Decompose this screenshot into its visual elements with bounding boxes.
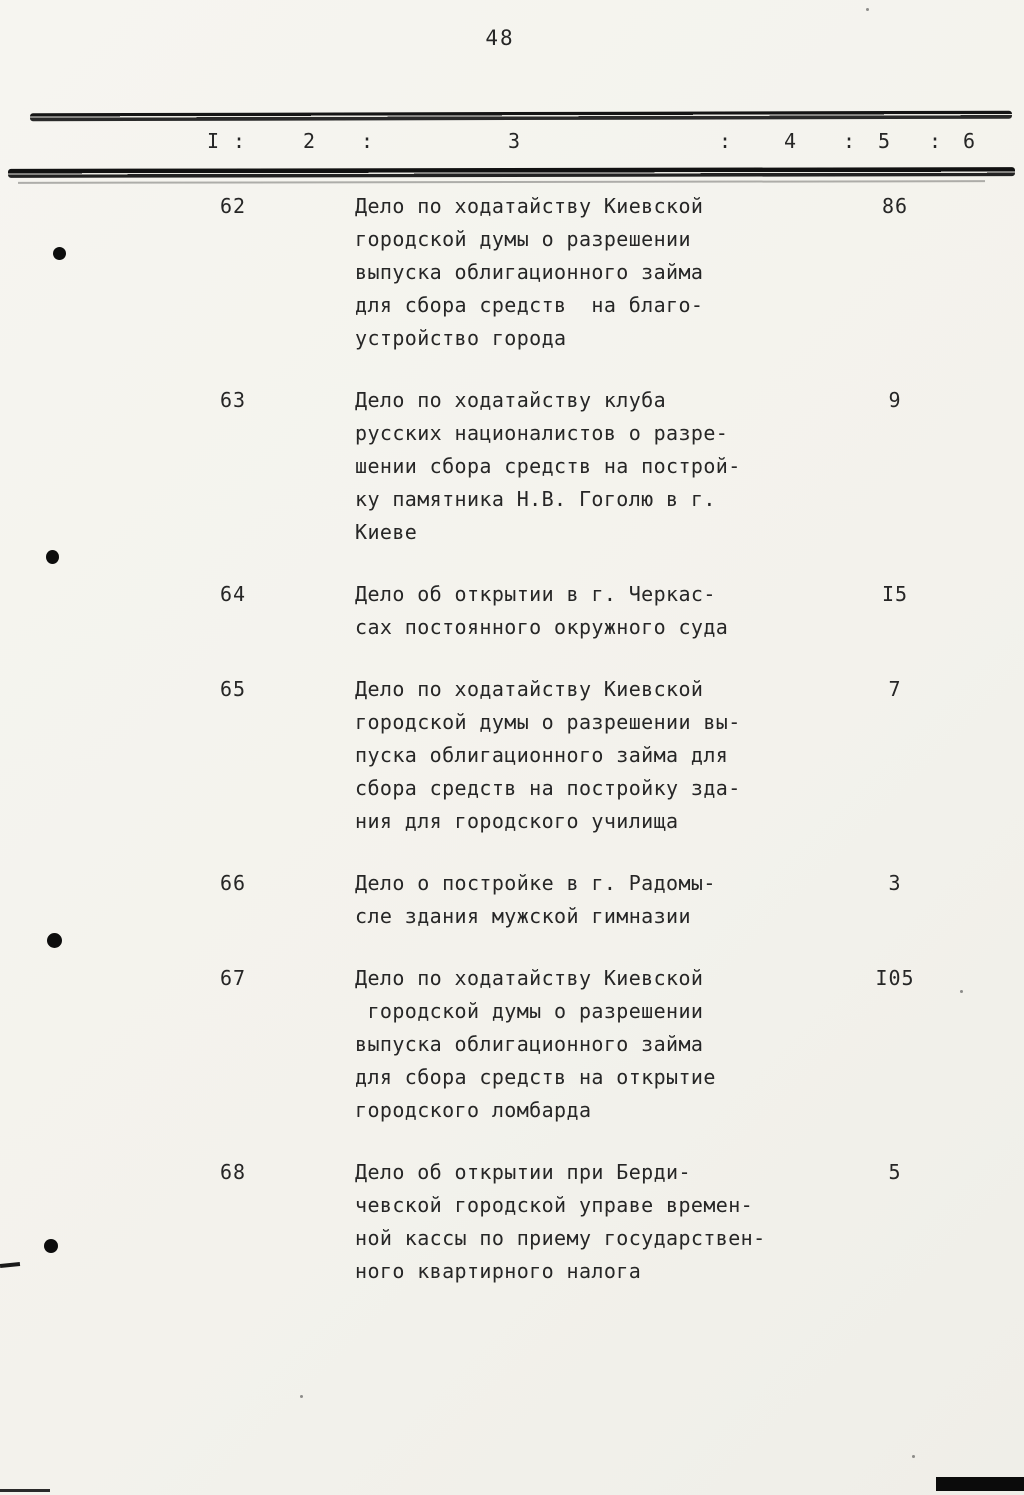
header-separator: : <box>233 129 246 153</box>
ink-dot <box>47 933 62 948</box>
table-header-rule <box>8 167 1015 178</box>
entry-text-line: для сбора средств на открытие <box>355 1065 716 1089</box>
table-entry-row <box>0 673 1024 838</box>
entry-text-line: пуска облигационного займа для <box>355 743 729 767</box>
table-header-row <box>0 127 1024 159</box>
entry-text-line: Дело по ходатайству Киевской <box>355 194 704 218</box>
table-entry-row <box>0 190 1024 355</box>
header-col-6: 6 <box>963 129 976 153</box>
entry-text <box>355 384 860 549</box>
entry-text-line: городской думы о разрешении <box>355 227 691 251</box>
table-entry-row <box>0 1156 1024 1288</box>
entry-text <box>355 867 860 933</box>
header-col-3: 3 <box>508 129 521 153</box>
entry-text-line: Дело по ходатайству Киевской <box>355 677 704 701</box>
entry-text-line: сбора средств на постройку зда- <box>355 776 741 800</box>
entry-text-line: городского ломбарда <box>355 1098 592 1122</box>
entry-page-count: 5 <box>888 1160 902 1184</box>
ink-dot <box>46 550 59 564</box>
ink-dot <box>44 1239 58 1253</box>
table-top-rule <box>30 111 1012 122</box>
entry-number: 62 <box>220 194 247 218</box>
entry-text-line: Дело о постройке в г. Радомы- <box>355 871 716 895</box>
entry-text <box>355 190 860 355</box>
scan-speck <box>960 990 963 993</box>
header-col-5: 5 <box>878 129 891 153</box>
entry-text-line: Дело по ходатайству клуба <box>355 388 667 412</box>
entry-text-line: ния для городского училища <box>355 809 679 833</box>
bottom-right-scan-bar <box>936 1477 1024 1491</box>
entry-page-count: 7 <box>888 677 902 701</box>
header-col-I: I <box>207 129 220 153</box>
entry-number: 63 <box>220 388 247 412</box>
entry-text <box>355 962 860 1127</box>
entry-text-line: ку памятника Н.В. Гоголю в г. <box>355 487 716 511</box>
header-separator: : <box>361 129 374 153</box>
entry-text-line: Киеве <box>355 520 418 544</box>
table-entry-row <box>0 578 1024 644</box>
table-entries <box>0 190 1024 1317</box>
entry-page-count: I5 <box>881 582 909 606</box>
entry-number: 67 <box>220 966 247 990</box>
scan-speck <box>912 1455 915 1458</box>
entry-page-count: 86 <box>881 194 909 218</box>
header-separator: : <box>843 129 856 153</box>
entry-text-line: устройство города <box>355 326 567 350</box>
entry-text-line: сах постоянного окружного суда <box>355 615 729 639</box>
entry-text-line: выпуска облигационного займа <box>355 1032 704 1056</box>
entry-number: 68 <box>220 1160 247 1184</box>
entry-text-line: ного квартирного налога <box>355 1259 642 1283</box>
entry-text-line: для сбора средств на благо- <box>355 293 704 317</box>
table-entry-row <box>0 867 1024 933</box>
entry-text-line: русских националистов о разре- <box>355 421 729 445</box>
header-separator: : <box>719 129 732 153</box>
entry-text-line: городской думы о разрешении вы- <box>355 710 741 734</box>
header-separator: : <box>929 129 942 153</box>
ink-dot <box>53 247 66 260</box>
entry-page-count: 3 <box>888 871 902 895</box>
entry-text <box>355 673 860 838</box>
entry-text-line: Дело по ходатайству Киевской <box>355 966 704 990</box>
entry-text-line: чевской городской управе времен- <box>355 1193 754 1217</box>
entry-text-line: ной кассы по приему государствен- <box>355 1226 766 1250</box>
page-number: 48 <box>485 26 515 50</box>
entry-text-line: городской думы о разрешении <box>355 999 704 1023</box>
entry-text-line: Дело об открытии при Берди- <box>355 1160 691 1184</box>
scan-speck <box>300 1395 303 1398</box>
entry-text-line: Дело об открытии в г. Черкас- <box>355 582 716 606</box>
entry-number: 64 <box>220 582 247 606</box>
header-col-2: 2 <box>303 129 316 153</box>
entry-number: 66 <box>220 871 247 895</box>
table-entry-row <box>0 384 1024 549</box>
entry-number: 65 <box>220 677 247 701</box>
entry-page-count: 9 <box>888 388 902 412</box>
bottom-left-scan-line <box>0 1489 50 1492</box>
entry-text-line: выпуска облигационного займа <box>355 260 704 284</box>
scan-speck <box>866 8 869 11</box>
entry-text-line: сле здания мужской гимназии <box>355 904 691 928</box>
entry-page-count: I05 <box>875 966 915 990</box>
entry-text <box>355 578 860 644</box>
entry-text-line: шении сбора средств на построй- <box>355 454 741 478</box>
header-col-4: 4 <box>784 129 797 153</box>
table-entry-row <box>0 962 1024 1127</box>
entry-text <box>355 1156 860 1288</box>
